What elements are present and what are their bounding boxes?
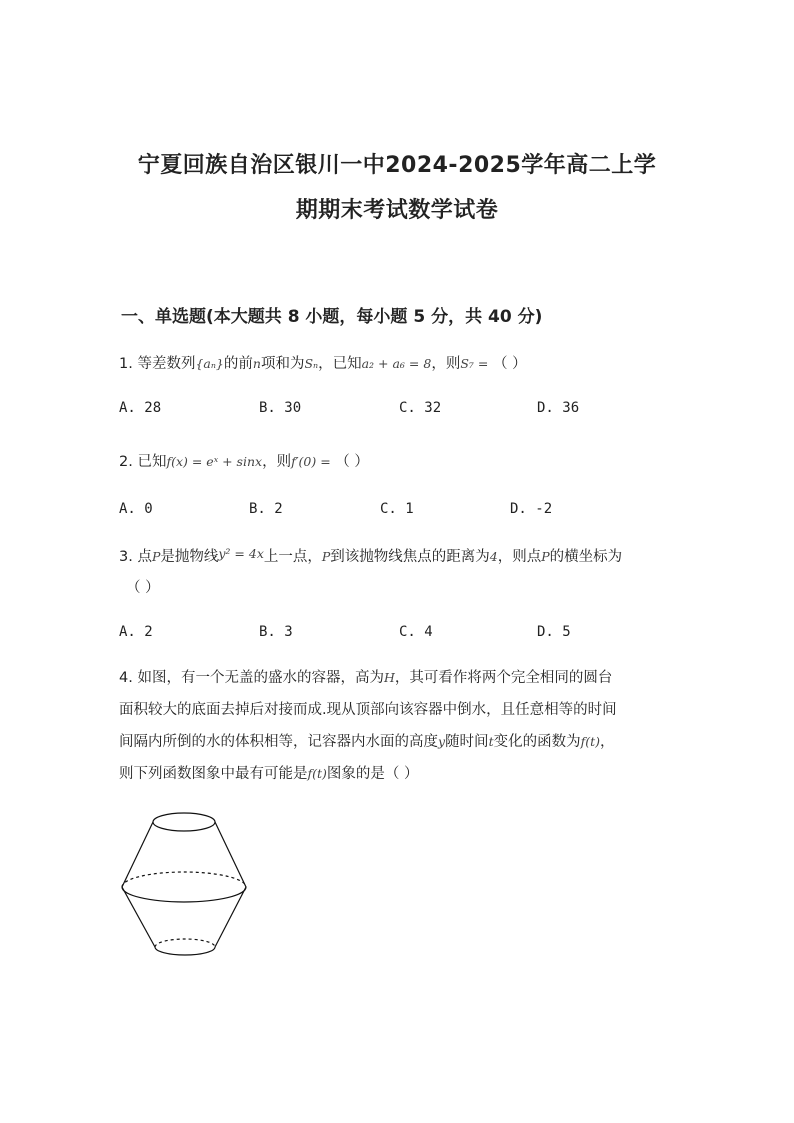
math-expression: H (383, 670, 395, 685)
math-expression: n (252, 356, 261, 371)
exam-title-line-2: 期期末考试数学试卷 (295, 198, 499, 223)
option-b[interactable]: B. 2 (249, 501, 283, 517)
question-4-line-2: 面积较大的底面去掉后对接而成.现从顶部向该容器中倒水，且任意相等的时间 (119, 702, 617, 718)
question-text: 则下列函数图象中最有可能是 (119, 766, 308, 782)
lower-right-side (215, 887, 246, 947)
question-text: 是抛物线 (160, 549, 219, 565)
answer-blank: （ ） (488, 356, 527, 372)
option-a[interactable]: A. 0 (119, 501, 153, 517)
option-a[interactable]: A. 28 (119, 400, 162, 416)
math-expression: t (488, 734, 494, 749)
math-expression: Sₙ (304, 356, 319, 371)
option-b[interactable]: B. 30 (259, 400, 302, 416)
option-c[interactable]: C. 32 (399, 400, 442, 416)
question-2 (119, 450, 369, 471)
question-text: 间隔内所倒的水的体积相等，记容器内水面的高度 (119, 734, 438, 750)
option-d[interactable]: D. 5 (537, 624, 571, 640)
math-expression: f(x) = eˣ + sinx (166, 454, 263, 469)
question-text: ，则 (262, 454, 292, 470)
math-expression: f(t) (307, 766, 327, 781)
math-expression: {aₙ} (195, 356, 224, 371)
lower-left-side (122, 887, 155, 947)
math-expression: P (321, 549, 331, 564)
math-expression: y (438, 734, 446, 749)
question-1 (119, 352, 527, 373)
option-b[interactable]: B. 3 (259, 624, 293, 640)
option-c[interactable]: C. 1 (380, 501, 414, 517)
math-expression: f′(0) = (291, 454, 331, 469)
question-text: ，则点 (497, 549, 542, 565)
upper-right-side (215, 822, 246, 887)
question-4-line-4 (119, 762, 419, 783)
question-text: 的前 (223, 356, 253, 372)
exam-title-line-1: 宁夏回族自治区银川一中2024-2025学年高二上学 (137, 153, 657, 178)
math-expression: y² = 4x (218, 546, 264, 561)
math-expression: f(t) (580, 734, 600, 749)
math-expression: P (151, 549, 161, 564)
question-text: 的横坐标为 (549, 549, 623, 565)
math-expression: a₂ + a₆ = 8 (361, 356, 432, 371)
option-d[interactable]: D. 36 (537, 400, 580, 416)
question-text: 到该抛物线焦点的距离为 (330, 549, 490, 565)
question-text: 变化的函数为 (493, 734, 581, 750)
question-text: 4. 如图，有一个无盖的盛水的容器，高为 (119, 670, 384, 686)
container-figure (115, 805, 255, 970)
question-text: 随时间 (445, 734, 489, 750)
question-3 (119, 545, 622, 566)
question-text: 项和为 (260, 356, 305, 372)
option-d[interactable]: D. -2 (510, 501, 553, 517)
bottom-ellipse-back (155, 939, 215, 947)
question-text: 2. 已知 (119, 454, 167, 470)
question-text: ，其可看作将两个完全相同的圆台 (394, 670, 613, 686)
option-c[interactable]: C. 4 (399, 624, 433, 640)
answer-blank: （ ） (330, 454, 369, 470)
question-4-line-1 (119, 666, 612, 687)
option-a[interactable]: A. 2 (119, 624, 153, 640)
question-text: 图象的是（ ） (326, 766, 419, 782)
question-4-line-3 (119, 730, 615, 751)
question-text: 3. 点 (119, 549, 152, 565)
middle-ellipse-front (122, 887, 246, 902)
question-text: ，已知 (318, 356, 362, 372)
question-text: 1. 等差数列 (119, 356, 196, 372)
math-expression: S₇ = (460, 356, 489, 371)
question-text: ， (600, 734, 615, 750)
question-3-answer-blank: （ ） (126, 580, 160, 596)
question-text: ，则 (431, 356, 461, 372)
math-expression: 4 (489, 549, 498, 564)
middle-ellipse-back (122, 872, 246, 887)
bottom-ellipse-front (155, 947, 215, 955)
section-header: 一、单选题(本大题共 8 小题，每小题 5 分，共 40 分) (121, 307, 543, 327)
question-text: 上一点， (263, 549, 322, 565)
math-expression: P (541, 549, 550, 564)
top-rim (153, 813, 215, 831)
